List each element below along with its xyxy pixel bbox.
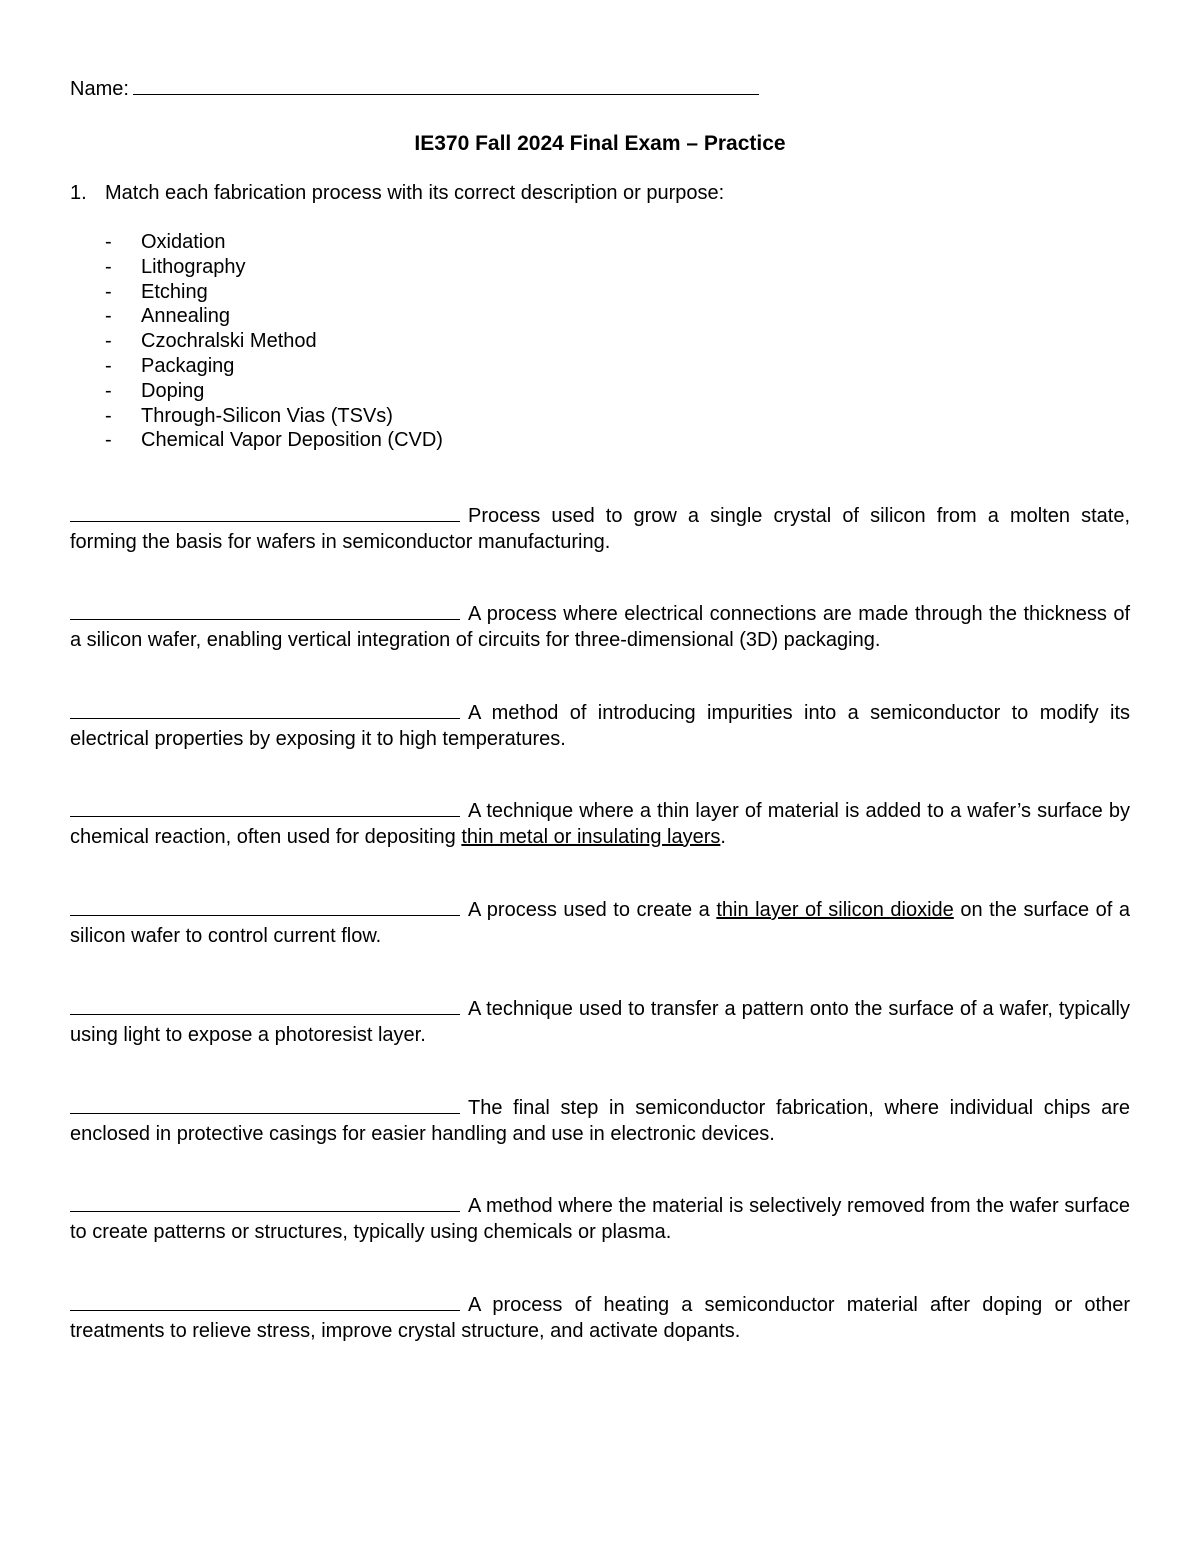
list-marker: - — [105, 231, 112, 253]
underlined-phrase: thin layer of silicon dioxide — [716, 899, 954, 921]
description-text: A technique used to transfer a pattern onto the surface of a wafer, typically using light to expose a photoresist layer. — [70, 998, 1130, 1046]
list-item — [105, 329, 443, 354]
option-label: Etching — [141, 280, 208, 303]
description-text-end: . — [720, 825, 726, 848]
list-item — [105, 255, 443, 280]
match-item-3 — [70, 700, 1130, 752]
name-input-line[interactable] — [133, 74, 759, 95]
list-item — [105, 280, 443, 305]
option-label: Packaging — [141, 354, 235, 377]
answer-blank[interactable] — [70, 1292, 460, 1311]
question-1 — [70, 180, 724, 206]
answer-blank[interactable] — [70, 1193, 460, 1212]
answer-blank[interactable] — [70, 1095, 460, 1114]
answer-blank[interactable] — [70, 700, 460, 719]
option-label: Annealing — [141, 305, 230, 328]
name-label: Name: — [70, 78, 129, 100]
answer-blank[interactable] — [70, 503, 460, 522]
option-label: Czochralski Method — [141, 330, 317, 353]
list-marker: - — [105, 255, 112, 278]
list-item — [105, 304, 443, 329]
match-item-1 — [70, 503, 1130, 555]
list-item — [105, 428, 443, 453]
answer-blank[interactable] — [70, 897, 460, 916]
description-text: A process of heating a semiconductor material after doping or other treatments to relieve stress, improve crystal structure, and activate dopants. — [70, 1294, 1130, 1342]
option-label: Oxidation — [141, 231, 226, 253]
answer-blank[interactable] — [70, 996, 460, 1015]
match-item-6 — [70, 996, 1130, 1048]
answer-blank[interactable] — [70, 601, 460, 620]
description-text-end: on the surface of a silicon wafer to control current flow. — [70, 899, 1130, 947]
answer-blank[interactable] — [70, 798, 460, 817]
name-row — [70, 74, 759, 102]
match-item-2 — [70, 601, 1130, 653]
option-label: Lithography — [141, 255, 246, 278]
match-item-7 — [70, 1095, 1130, 1147]
description-text: A method where the material is selectively removed from the wafer surface to create patterns or structures, typically using chemicals or plasma. — [70, 1195, 1130, 1243]
underlined-phrase: thin metal or insulating layers — [461, 825, 721, 848]
match-item-4 — [70, 798, 1130, 850]
description-text: A method of introducing impurities into a semiconductor to modify its electrical properties by exposing it to high temperatures. — [70, 702, 1130, 750]
option-label: Chemical Vapor Deposition (CVD) — [141, 429, 443, 452]
description-text: A process used to create a — [468, 899, 717, 921]
option-label: Through-Silicon Vias (TSVs) — [141, 404, 393, 427]
list-item — [105, 404, 443, 429]
list-marker: - — [105, 330, 112, 353]
description-text: Process used to grow a single crystal of silicon from a molten state, forming the basis for wafers in semiconductor manufacturing. — [70, 505, 1130, 553]
option-label: Doping — [141, 379, 205, 402]
list-item — [105, 354, 443, 379]
list-marker: - — [105, 404, 112, 427]
list-marker: - — [105, 379, 112, 402]
match-item-9 — [70, 1292, 1130, 1344]
match-item-5 — [70, 897, 1130, 949]
page-title: IE370 Fall 2024 Final Exam – Practice — [414, 132, 786, 155]
description-text: A process where electrical connections are made through the thickness of a silicon wafer, enabling vertical integration of circuits for three-dimensional (3D) packaging. — [70, 603, 1130, 651]
list-marker: - — [105, 305, 112, 328]
list-marker: - — [105, 429, 112, 452]
list-item — [105, 379, 443, 404]
list-marker: - — [105, 280, 112, 303]
question-prompt: Match each fabrication process with its correct description or purpose: — [105, 182, 725, 204]
question-number: 1. — [70, 182, 87, 204]
list-marker: - — [105, 354, 112, 377]
description-text: The final step in semiconductor fabrication, where individual chips are enclosed in protective casings for easier handling and use in electronic devices. — [70, 1097, 1130, 1145]
match-item-8 — [70, 1193, 1130, 1245]
list-item — [105, 230, 443, 255]
process-options-list — [105, 230, 443, 453]
description-text: A technique where a thin layer of material is added to a wafer’s surface by chemical reaction, often used for depositing — [70, 800, 1130, 848]
